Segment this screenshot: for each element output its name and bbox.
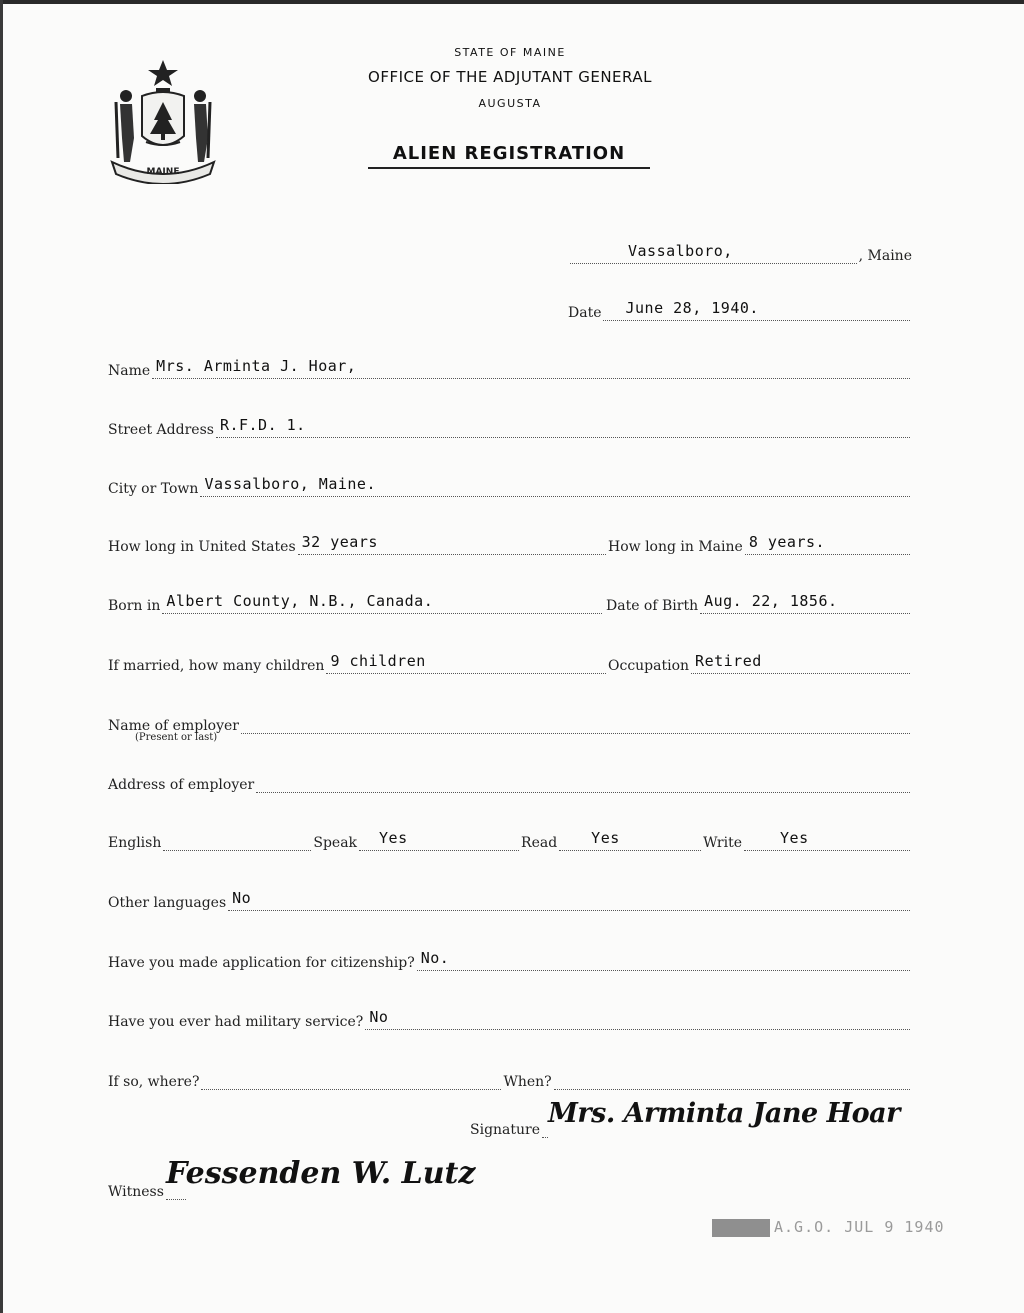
when-label: When? bbox=[503, 1074, 552, 1090]
where-field bbox=[201, 1067, 501, 1090]
speak-value: Yes bbox=[379, 829, 408, 847]
read-field bbox=[559, 828, 701, 851]
seal-label: MAINE bbox=[146, 167, 180, 177]
city-label: City or Town bbox=[108, 481, 199, 497]
stamp-block-icon bbox=[712, 1219, 770, 1237]
read-label: Read bbox=[521, 835, 558, 851]
how-long-us-field bbox=[298, 532, 606, 555]
header-state: STATE OF MAINE bbox=[454, 46, 566, 59]
how-long-maine-value: 8 years. bbox=[748, 533, 826, 551]
citizenship-field bbox=[417, 948, 910, 971]
signature-row bbox=[470, 1114, 550, 1138]
witness-label: Witness bbox=[108, 1184, 164, 1200]
date-row bbox=[568, 297, 912, 321]
employer-address-field bbox=[256, 770, 910, 793]
write-field bbox=[744, 828, 910, 851]
dob-value: Aug. 22, 1856. bbox=[704, 592, 838, 610]
city-field bbox=[200, 474, 910, 497]
born-value: Albert County, N.B., Canada. bbox=[166, 592, 434, 610]
received-stamp bbox=[712, 1218, 945, 1237]
occupation-value: Retired bbox=[695, 652, 762, 670]
occupation-label: Occupation bbox=[608, 658, 690, 674]
place-row bbox=[568, 240, 912, 264]
header-city: AUGUSTA bbox=[478, 97, 542, 110]
city-row bbox=[108, 473, 912, 497]
military-row bbox=[108, 1006, 912, 1030]
occupation-field bbox=[691, 651, 910, 674]
employer-address-label: Address of employer bbox=[108, 777, 255, 793]
name-field bbox=[152, 356, 910, 379]
stamp-text: A.G.O. JUL 9 1940 bbox=[774, 1218, 945, 1236]
employer-address-row bbox=[108, 769, 912, 793]
employer-label: Name of employer bbox=[108, 718, 239, 734]
citizenship-row bbox=[108, 947, 912, 971]
citizenship-label: Have you made application for citizenship? bbox=[108, 955, 415, 971]
date-label: Date bbox=[568, 305, 602, 321]
state-seal-icon bbox=[104, 58, 222, 184]
signature-label: Signature bbox=[470, 1122, 541, 1138]
street-label: Street Address bbox=[108, 422, 214, 438]
other-languages-label: Other languages bbox=[108, 895, 227, 911]
english-row bbox=[108, 827, 912, 851]
speak-label: Speak bbox=[313, 835, 358, 851]
place-field bbox=[570, 241, 857, 264]
employer-sublabel: (Present or last) bbox=[135, 732, 218, 743]
when-field bbox=[554, 1067, 910, 1090]
title-underline bbox=[368, 167, 650, 169]
other-languages-field bbox=[228, 888, 910, 911]
how-long-maine-row bbox=[608, 531, 912, 555]
where-label: If so, where? bbox=[108, 1074, 200, 1090]
place-value: Vassalboro, bbox=[628, 242, 733, 260]
date-value: June 28, 1940. bbox=[625, 299, 759, 317]
place-suffix: , Maine bbox=[858, 248, 912, 264]
scan-edge-top bbox=[0, 0, 1024, 4]
signature-value: Mrs. Arminta Jane Hoar bbox=[548, 1098, 900, 1129]
dob-label: Date of Birth bbox=[606, 598, 699, 614]
speak-field bbox=[359, 828, 519, 851]
name-label: Name bbox=[108, 363, 151, 379]
children-field bbox=[326, 651, 606, 674]
born-row bbox=[108, 590, 604, 614]
street-row bbox=[108, 414, 912, 438]
how-long-us-label: How long in United States bbox=[108, 539, 296, 555]
employer-field bbox=[241, 711, 910, 734]
how-long-us-value: 32 years bbox=[301, 533, 378, 551]
born-label: Born in bbox=[108, 598, 161, 614]
scan-edge-left bbox=[0, 0, 3, 1313]
children-label: If married, how many children bbox=[108, 658, 325, 674]
dob-field bbox=[700, 591, 910, 614]
witness-value: Fessenden W. Lutz bbox=[166, 1156, 476, 1191]
how-long-maine-field bbox=[745, 532, 910, 555]
write-label: Write bbox=[703, 835, 743, 851]
born-field bbox=[162, 591, 602, 614]
read-value: Yes bbox=[591, 829, 620, 847]
where-when-row bbox=[108, 1066, 912, 1090]
citizenship-value: No. bbox=[420, 949, 450, 967]
how-long-maine-label: How long in Maine bbox=[608, 539, 743, 555]
english-label: English bbox=[108, 835, 162, 851]
dob-row bbox=[606, 590, 912, 614]
english-field bbox=[163, 828, 311, 851]
other-languages-value: No bbox=[232, 889, 252, 907]
other-languages-row bbox=[108, 887, 912, 911]
header-office: OFFICE OF THE ADJUTANT GENERAL bbox=[368, 68, 652, 86]
employer-row bbox=[108, 710, 912, 734]
date-field bbox=[603, 298, 910, 321]
military-value: No bbox=[369, 1008, 389, 1026]
name-value: Mrs. Arminta J. Hoar, bbox=[156, 357, 357, 375]
street-value: R.F.D. 1. bbox=[219, 416, 306, 434]
street-field bbox=[216, 415, 910, 438]
how-long-us-row bbox=[108, 531, 608, 555]
occupation-row bbox=[608, 650, 912, 674]
name-row bbox=[108, 355, 912, 379]
children-row bbox=[108, 650, 608, 674]
write-value: Yes bbox=[780, 829, 809, 847]
military-label: Have you ever had military service? bbox=[108, 1014, 364, 1030]
form-title: ALIEN REGISTRATION bbox=[392, 143, 626, 164]
children-value: 9 children bbox=[330, 652, 426, 670]
military-field bbox=[365, 1007, 910, 1030]
city-value: Vassalboro, Maine. bbox=[204, 475, 376, 493]
